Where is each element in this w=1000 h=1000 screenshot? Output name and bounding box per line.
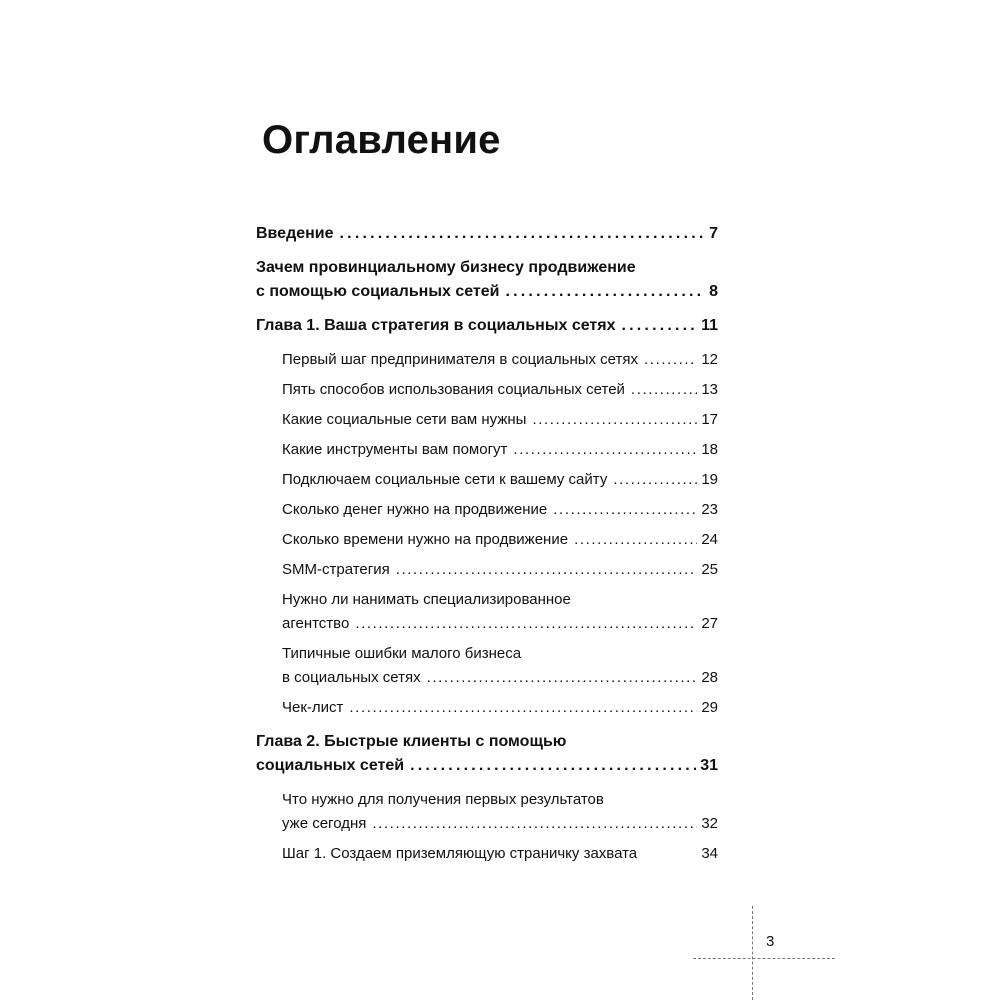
toc-page-number: 23 [701, 501, 718, 518]
dot-leader [396, 558, 698, 582]
page-title: Оглавление [262, 118, 501, 162]
dot-leader [355, 612, 697, 636]
toc-entry-title-line: с помощью социальных сетей [256, 283, 500, 300]
toc-page-number: 11 [701, 317, 718, 334]
toc-chapter-entry [256, 222, 718, 246]
toc-section-entry [282, 468, 718, 492]
toc-section-entry [282, 642, 718, 690]
crop-mark-vertical [752, 906, 753, 1000]
toc-page-number: 13 [701, 381, 718, 398]
toc-page-number: 27 [701, 615, 718, 632]
dot-leader [372, 812, 697, 836]
toc-entry-title-line: агентство [282, 615, 350, 632]
toc-page-number: 18 [701, 441, 718, 458]
dot-leader [644, 348, 697, 372]
toc-chapter-entry [256, 256, 718, 304]
toc-entry-title-line: Сколько денег нужно на продвижение [282, 501, 548, 518]
toc-entry-title-line: Пять способов использования социальных сетей [282, 381, 625, 398]
toc-entry-title-line: Чек-лист [282, 699, 344, 716]
toc-page-number: 24 [701, 531, 718, 548]
toc-entry-title-line: Шаг 1. Создаем приземляющую страничку захвата [282, 845, 638, 862]
toc-entry-title-line: в социальных сетях [282, 669, 421, 686]
toc-page-number: 7 [709, 225, 718, 242]
toc-section-entry [282, 788, 718, 836]
toc-entry-title-line: Какие инструменты вам помогут [282, 441, 508, 458]
toc-page-number: 34 [701, 845, 718, 862]
toc-page-number: 17 [701, 411, 718, 428]
dot-leader [505, 280, 705, 304]
toc-entry-title-line: SMM-стратегия [282, 561, 390, 578]
toc-entry-title-line: Что нужно для получения первых результатов [282, 791, 604, 808]
toc-page-number: 12 [701, 351, 718, 368]
dot-leader [553, 498, 697, 522]
toc-section-entry [282, 348, 718, 372]
toc-section-entry [282, 498, 718, 522]
dot-leader [349, 696, 697, 720]
dot-leader [622, 314, 698, 338]
dot-leader [427, 666, 698, 690]
toc-section-entry [282, 438, 718, 462]
page-number: 3 [766, 933, 775, 950]
dot-leader [631, 378, 697, 402]
toc-entry-title-line: уже сегодня [282, 815, 367, 832]
toc-section-entry [282, 842, 718, 866]
toc-page-number: 19 [701, 471, 718, 488]
toc-section-entry [282, 528, 718, 552]
toc-page-number: 29 [701, 699, 718, 716]
dot-leader [613, 468, 697, 492]
toc-page-number: 25 [701, 561, 718, 578]
table-of-contents [256, 222, 718, 866]
toc-section-entry [282, 696, 718, 720]
dot-leader [340, 222, 706, 246]
toc-chapter-entry [256, 314, 718, 338]
toc-page-number: 32 [701, 815, 718, 832]
toc-section-entry [282, 408, 718, 432]
toc-chapter-entry [256, 730, 718, 778]
toc-section-entry [282, 378, 718, 402]
toc-entry-title-line: социальных сетей [256, 757, 405, 774]
dot-leader [532, 408, 697, 432]
toc-entry-title-line: Типичные ошибки малого бизнеса [282, 645, 522, 662]
toc-page-number: 31 [700, 757, 718, 774]
toc-page-number: 28 [701, 669, 718, 686]
dot-leader [574, 528, 697, 552]
toc-section-entry [282, 558, 718, 582]
toc-entry-title-line: Какие социальные сети вам нужны [282, 411, 527, 428]
toc-entry-title-line: Глава 2. Быстрые клиенты с помощью [256, 733, 567, 750]
crop-mark-horizontal [693, 958, 835, 959]
dot-leader [410, 754, 696, 778]
toc-entry-title-line: Сколько времени нужно на продвижение [282, 531, 569, 548]
toc-entry-title-line: Введение [256, 225, 334, 242]
toc-entry-title-line: Подключаем социальные сети к вашему сайту [282, 471, 608, 488]
toc-entry-title-line: Первый шаг предпринимателя в социальных сетях [282, 351, 639, 368]
toc-section-entry [282, 588, 718, 636]
toc-entry-title-line: Нужно ли нанимать специализированное [282, 591, 571, 608]
toc-page-number: 8 [709, 283, 718, 300]
dot-leader [513, 438, 697, 462]
toc-entry-title-line: Зачем провинциальному бизнесу продвижение [256, 259, 636, 276]
toc-entry-title-line: Глава 1. Ваша стратегия в социальных сетях [256, 317, 616, 334]
